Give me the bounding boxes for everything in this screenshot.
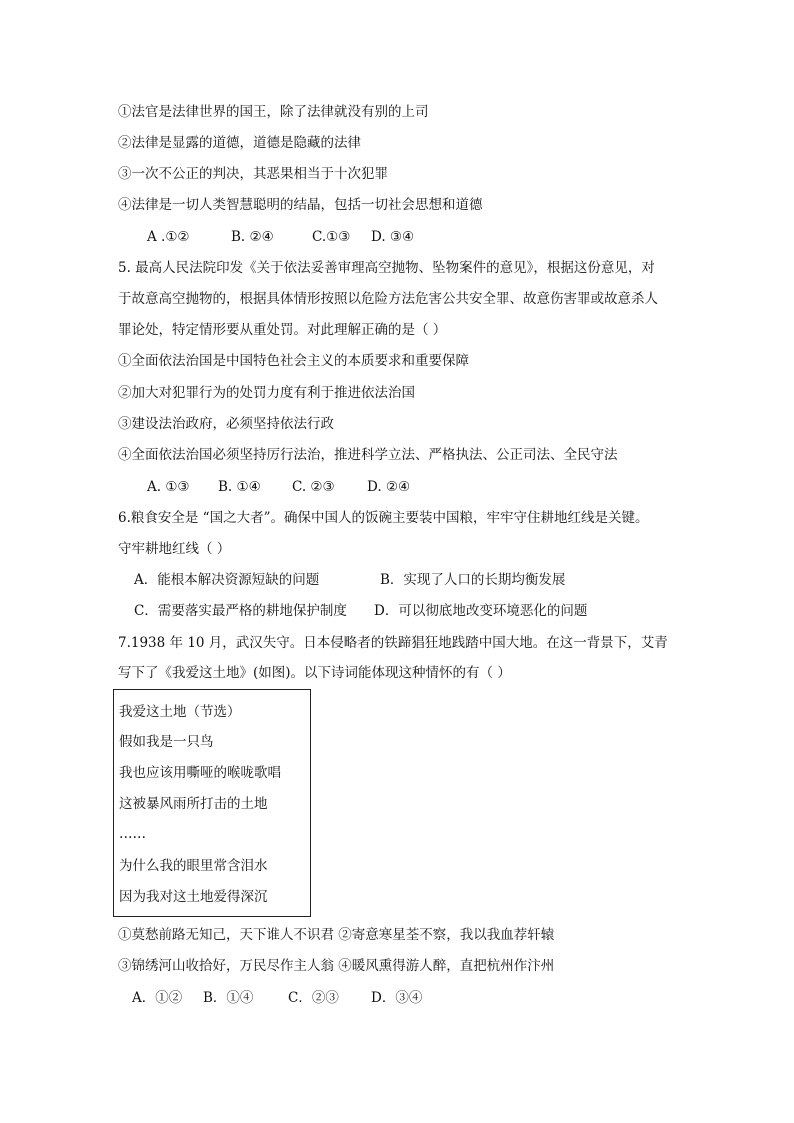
q5-item-4: ④全面依法治国必须坚持厉行法治，推进科学立法、严格执法、公正司法、全民守法 (118, 447, 618, 463)
q4-option-a: A .①② (147, 229, 190, 245)
q5-item-1: ①全面依法治国是中国特色社会主义的本质要求和重要保障 (118, 353, 469, 369)
poem-line: 为什么我的眼里常含泪水 (119, 858, 268, 874)
q5-option-c: C. ②③ (292, 479, 335, 495)
poem-line: 这被暴风雨所打击的土地 (119, 796, 268, 812)
poem-line: 因为我对这土地爱得深沉 (119, 889, 268, 905)
poem-ellipsis: …… (119, 826, 146, 842)
q4-item-3: ③一次不公正的判决，其恶果相当于十次犯罪 (118, 166, 388, 182)
q6-stem-line-2: 守牢耕地红线（ ） (118, 541, 231, 557)
q4-item-2: ②法律是显露的道德，道德是隐藏的法律 (118, 135, 361, 151)
q5-stem-line-2: 于故意高空抛物的，根据具体情形按照以危险方法危害公共安全罪、故意伤害罪或故意杀人 (118, 291, 658, 307)
q5-item-3: ③建设法治政府，必须坚持依法行政 (118, 416, 334, 432)
q4-item-1: ①法官是法律世界的国王，除了法律就没有别的上司 (118, 104, 429, 120)
q5-option-b: B. ①④ (218, 479, 261, 495)
q6-option-c: C．需要落实最严格的耕地保护制度 (134, 603, 347, 619)
q4-option-d: D. ③④ (371, 229, 415, 245)
poem-box (113, 689, 311, 917)
q7-option-d: D．③④ (371, 990, 423, 1006)
poem-line: 我也应该用嘶哑的喉咙歌唱 (119, 765, 281, 781)
q6-stem-line-1: 6.粮食安全是 “国之大者”。确保中国人的饭碗主要装中国粮，牢牢守住耕地红线是关键。 (118, 510, 649, 526)
q7-option-a: A．①② (132, 990, 183, 1006)
q7-stem-line-1: 7.1938 年 10 月，武汉失守。日本侵略者的铁蹄猖狂地践踏中国大地。在这一背景下，艾青 (118, 635, 668, 651)
q5-option-a: A. ①③ (147, 479, 190, 495)
poem-line: 假如我是一只鸟 (119, 734, 214, 750)
q6-option-b: B．实现了人口的长期均衡发展 (380, 572, 566, 588)
q4-item-4: ④法律是一切人类智慧聪明的结晶，包括一切社会思想和道德 (118, 197, 483, 213)
q6-option-d: D．可以彻底地改变环境恶化的问题 (374, 603, 588, 619)
q4-option-b: B. ②④ (231, 229, 274, 245)
q7-option-c: C．②③ (288, 990, 339, 1006)
q4-option-c: C.①③ (312, 229, 351, 245)
q5-item-2: ②加大对犯罪行为的处罚力度有利于推进依法治国 (118, 385, 415, 401)
q5-stem-line-3: 罪论处，特定情形要从重处罚。对此理解正确的是（ ） (118, 322, 447, 338)
q7-items-line-2: ③锦绣河山收拾好，万民尽作主人翁 ④暖风熏得游人醉，直把杭州作汴州 (118, 958, 555, 974)
poem-title: 我爱这土地（节选） (119, 704, 241, 720)
q5-stem-line-1: 5. 最高人民法院印发《关于依法妥善审理高空抛物、坠物案件的意见》，根据这份意见，对 (118, 260, 655, 276)
q7-stem-line-2: 写下了《我爱这土地》(如图)。以下诗词能体现这种情怀的有（ ） (118, 665, 511, 681)
q7-items-line-1: ①莫愁前路无知己，天下谁人不识君 ②寄意寒星荃不察，我以我血荐轩辕 (118, 927, 555, 943)
q6-option-a: A．能根本解决资源短缺的问题 (134, 572, 320, 588)
q7-option-b: B．①④ (203, 990, 254, 1006)
q5-option-d: D. ②④ (367, 479, 411, 495)
